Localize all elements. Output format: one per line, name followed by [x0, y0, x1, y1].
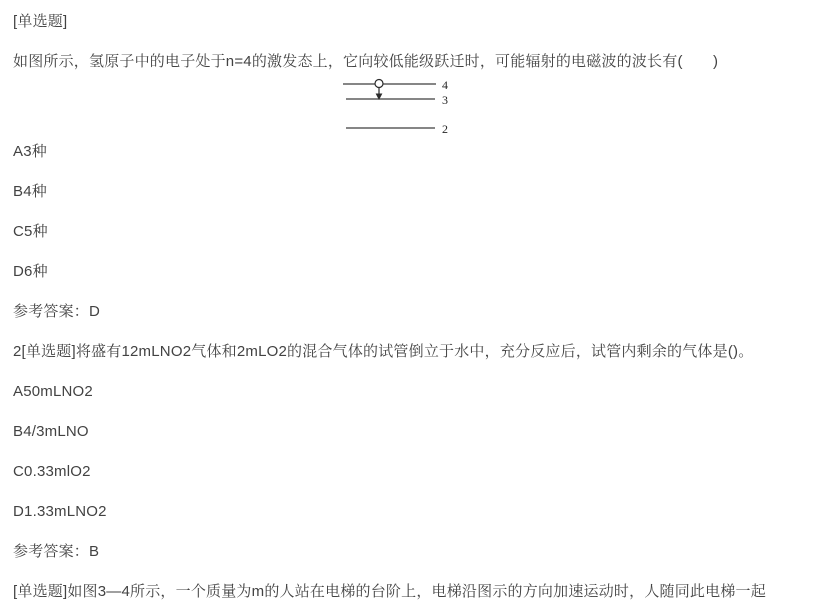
question3-text: [单选题]如图3—4所示，一个质量为m的人站在电梯的台阶上，电梯沿图示的方向加速运动时，人随同此电梯一起 — [13, 583, 766, 600]
question1-reference-answer: 参考答案：D — [13, 303, 101, 320]
question2-option-c: C0.33mlO2 — [13, 463, 91, 480]
question1-option-b: B4种 — [13, 183, 47, 200]
level-label-4: 4 — [442, 78, 448, 92]
level-label-2: 2 — [442, 122, 448, 136]
question2-option-b: B4/3mLNO — [13, 423, 89, 440]
question1-option-a: A3种 — [13, 143, 47, 160]
question2-reference-answer: 参考答案：B — [13, 543, 100, 560]
question2-option-d: D1.33mLNO2 — [13, 503, 107, 520]
question1-text: 如图所示，氢原子中的电子处于n=4的激发态上，它向较低能级跃迁时，可能辐射的电磁波的波长有( ) — [13, 53, 719, 70]
question2-option-a: A50mLNO2 — [13, 383, 93, 400]
electron-icon — [375, 80, 383, 88]
level-label-3: 3 — [442, 93, 448, 107]
energy-level-diagram — [341, 78, 463, 136]
energy-level-diagram-svg — [341, 78, 463, 136]
question1-type-tag: [单选题] — [13, 13, 68, 30]
question1-option-c: C5种 — [13, 223, 48, 240]
question1-option-d: D6种 — [13, 263, 48, 280]
question2-text: 2[单选题]将盛有12mLNO2气体和2mLO2的混合气体的试管倒立于水中，充分反应后，试管内剩余的气体是()。 — [13, 343, 754, 360]
